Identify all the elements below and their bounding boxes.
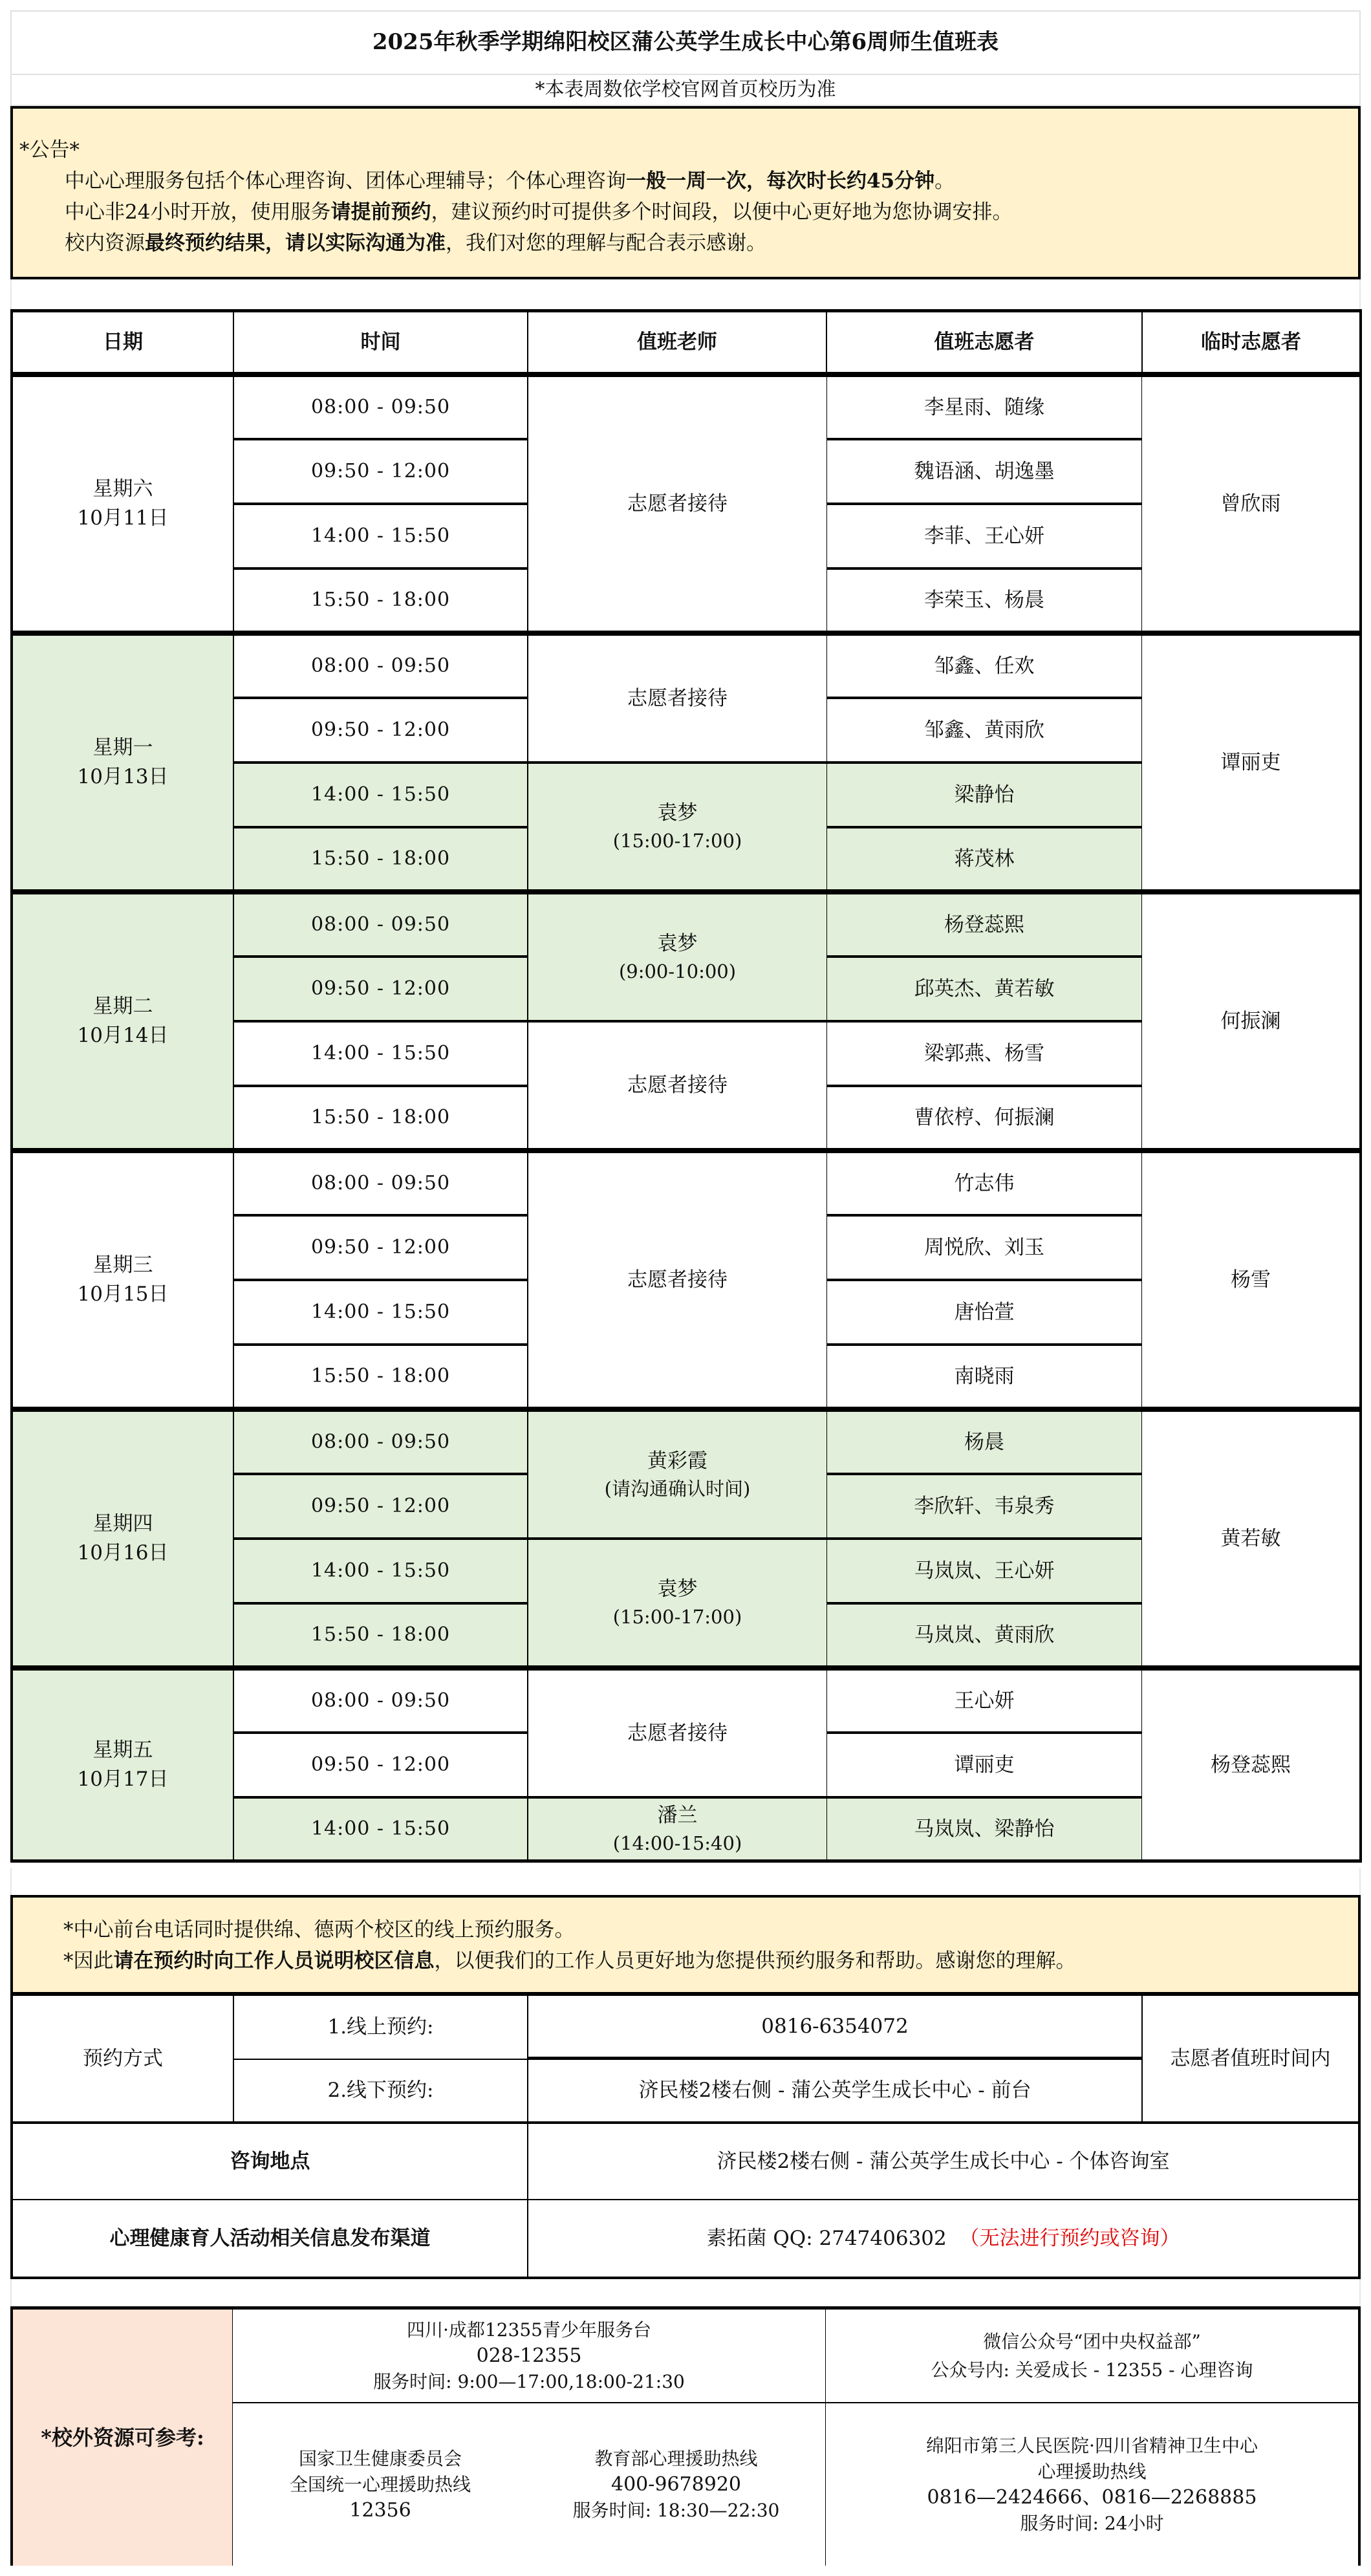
- volunteer-cell: 邱英杰、黄若敏: [826, 956, 1143, 1022]
- mianyang-hospital-hotline: [826, 2403, 1361, 2566]
- column-header-volunteer: 值班志愿者: [826, 309, 1143, 375]
- weekday-label: 星期六: [92, 477, 153, 501]
- time-slot: 09:50 - 12:00: [233, 438, 528, 504]
- temp-volunteer-cell: 谭丽吏: [1141, 633, 1362, 893]
- external-resources-label: *校外资源可参考:: [10, 2306, 234, 2566]
- volunteer-cell: 魏语涵、胡逸墨: [826, 438, 1143, 504]
- time-slot: 09:50 - 12:00: [233, 697, 528, 763]
- volunteer-cell: 李荣玉、杨晨: [826, 568, 1143, 634]
- teacher-cell: [527, 1021, 827, 1151]
- temp-volunteer-cell: 何振澜: [1141, 891, 1362, 1151]
- qq-contact[interactable]: 素拓菌 QQ: 2747406302: [706, 2226, 947, 2250]
- page-title-text: 2025年秋季学期绵阳校区蒲公英学生成长中心第6周师生值班表: [372, 29, 999, 56]
- teacher-cell: [527, 891, 827, 1022]
- wechat-account-service: [826, 2306, 1361, 2405]
- teacher-time-note: (15:00-17:00): [612, 830, 742, 852]
- column-header-date: 日期: [10, 309, 234, 375]
- time-slot: 09:50 - 12:00: [233, 1732, 528, 1798]
- volunteer-cell: 李星雨、随缘: [826, 374, 1143, 440]
- volunteer-cell: 李欣轩、韦泉秀: [826, 1473, 1143, 1539]
- moe-hotline-number[interactable]: 400-9678920: [610, 2473, 741, 2496]
- time-slot: 14:00 - 15:50: [233, 1021, 528, 1087]
- booking-notice-box: [10, 1895, 1361, 1995]
- teacher-time-note: (14:00-15:40): [612, 1832, 742, 1855]
- day-date-cell: [10, 374, 234, 634]
- spacer-row: [10, 279, 1361, 309]
- mianyang-hotline-hours: 服务时间: 24小时: [1020, 2512, 1164, 2534]
- time-slot: 14:00 - 15:50: [233, 1279, 528, 1345]
- moe-hotline-name: 教育部心理援助热线: [594, 2447, 758, 2469]
- temp-volunteer-cell: 杨雪: [1141, 1150, 1362, 1410]
- info-channel-label: 心理健康育人活动相关信息发布渠道: [10, 2199, 528, 2279]
- day-date-cell: [10, 1409, 234, 1669]
- volunteer-cell: 马岚岚、王心妍: [826, 1538, 1143, 1604]
- mianyang-hospital-name: 绵阳市第三人民医院·四川省精神卫生中心: [926, 2434, 1258, 2456]
- teacher-cell: [527, 1667, 827, 1798]
- weekday-label: 星期五: [92, 1738, 153, 1762]
- time-slot: 08:00 - 09:50: [233, 633, 528, 698]
- date-label: 10月11日: [77, 506, 169, 530]
- day-date-cell: [10, 1150, 234, 1410]
- announcement-heading: *公告*: [19, 138, 80, 162]
- announcement-box: [10, 106, 1361, 279]
- column-header-time: 时间: [233, 309, 528, 375]
- volunteer-cell: 谭丽吏: [826, 1732, 1143, 1798]
- time-slot: 15:50 - 18:00: [233, 827, 528, 893]
- teacher-cell: [527, 1538, 827, 1669]
- spacer-row: [10, 1868, 1361, 1895]
- teacher-name: 袁梦: [657, 931, 698, 955]
- time-slot: 09:50 - 12:00: [233, 1215, 528, 1281]
- offline-booking-location: 济民楼2楼右侧 - 蒲公英学生成长中心 - 前台: [527, 2059, 1143, 2124]
- teacher-name: 潘兰: [657, 1803, 698, 1827]
- nhc-hotline-number[interactable]: 12356: [349, 2498, 411, 2522]
- wechat-account-name: 微信公众号“团中央权益部”: [983, 2330, 1201, 2352]
- volunteer-cell: 南晓雨: [826, 1344, 1143, 1410]
- teacher-cell: [527, 374, 827, 634]
- spacer-row: [10, 2279, 1361, 2308]
- time-slot: 08:00 - 09:50: [233, 374, 528, 440]
- time-slot: 09:50 - 12:00: [233, 1473, 528, 1539]
- teacher-time-note: (9:00-10:00): [618, 960, 737, 983]
- temp-volunteer-cell: 杨登蕊熙: [1141, 1667, 1362, 1863]
- volunteer-cell: 李菲、王心妍: [826, 503, 1143, 569]
- day-date-cell: [10, 633, 234, 893]
- time-slot: 15:50 - 18:00: [233, 1085, 528, 1151]
- booking-time-note: 志愿者值班时间内: [1141, 1995, 1361, 2124]
- announcement-line-1: 中心心理服务包括个体心理咨询、团体心理辅导；个体心理咨询一般一周一次，每次时长约45分钟。: [65, 169, 955, 193]
- volunteer-cell: 邹鑫、黄雨欣: [826, 697, 1143, 763]
- volunteer-cell: 蒋茂林: [826, 827, 1143, 893]
- time-slot: 08:00 - 09:50: [233, 891, 528, 957]
- chengdu-12355-service: [233, 2306, 826, 2405]
- teacher-name: 袁梦: [657, 801, 698, 825]
- time-slot: 08:00 - 09:50: [233, 1409, 528, 1475]
- column-header-teacher: 值班老师: [527, 309, 827, 375]
- column-header-temp: 临时志愿者: [1141, 309, 1362, 375]
- teacher-time-note: (请沟通确认时间): [604, 1478, 751, 1500]
- volunteer-cell: 马岚岚、黄雨欣: [826, 1603, 1143, 1669]
- time-slot: 08:00 - 09:50: [233, 1667, 528, 1733]
- temp-volunteer-cell: 曾欣雨: [1141, 374, 1362, 634]
- subtitle: [10, 75, 1361, 106]
- volunteer-cell: 周悦欣、刘玉: [826, 1215, 1143, 1281]
- teacher-name: 志愿者接待: [627, 1268, 728, 1292]
- teacher-cell: [527, 1150, 827, 1410]
- time-slot: 15:50 - 18:00: [233, 1344, 528, 1410]
- booking-notice-line-1: *中心前台电话同时提供绵、德两个校区的线上预约服务。: [63, 1918, 575, 1942]
- volunteer-cell: 杨登蕊熙: [826, 891, 1143, 957]
- nhc-hotline-name: 全国统一心理援助热线: [289, 2473, 471, 2495]
- date-label: 10月17日: [77, 1768, 169, 1791]
- date-label: 10月13日: [77, 765, 169, 788]
- mianyang-hotline-name: 心理援助热线: [1037, 2460, 1147, 2482]
- chengdu-12355-phone[interactable]: 028-12355: [476, 2344, 582, 2367]
- online-booking-phone[interactable]: 0816-6354072: [527, 1995, 1143, 2060]
- consult-location-value: 济民楼2楼右侧 - 蒲公英学生成长中心 - 个体咨询室: [527, 2121, 1361, 2202]
- announcement-line-3: 校内资源最终预约结果，请以实际沟通为准，我们对您的理解与配合表示感谢。: [65, 232, 766, 255]
- nhc-hotline: [233, 2403, 528, 2566]
- teacher-name: 志愿者接待: [627, 492, 728, 515]
- nhc-name: 国家卫生健康委员会: [298, 2447, 462, 2469]
- weekday-label: 星期三: [92, 1253, 153, 1277]
- time-slot: 08:00 - 09:50: [233, 1150, 528, 1216]
- teacher-name: 志愿者接待: [627, 1073, 728, 1097]
- teacher-cell: [527, 1797, 827, 1863]
- teacher-cell: [527, 1409, 827, 1539]
- time-slot: 14:00 - 15:50: [233, 1797, 528, 1863]
- day-date-cell: [10, 891, 234, 1151]
- page-title: [10, 10, 1361, 75]
- weekday-label: 星期一: [92, 736, 153, 760]
- announcement-line-2: 中心非24小时开放，使用服务请提前预约，建议预约时可提供多个时间段，以便中心更好地为您协调安排。: [65, 200, 1013, 224]
- wechat-account-path: 公众号内: 关爱成长 - 12355 - 心理咨询: [931, 2359, 1253, 2381]
- volunteer-cell: 邹鑫、任欢: [826, 633, 1143, 698]
- date-label: 10月15日: [77, 1283, 169, 1306]
- teacher-cell: [527, 633, 827, 763]
- info-channel-value: [527, 2199, 1361, 2279]
- time-slot: 15:50 - 18:00: [233, 568, 528, 634]
- booking-method-label: 预约方式: [10, 1995, 234, 2124]
- teacher-name: 志愿者接待: [627, 1721, 728, 1745]
- weekday-label: 星期二: [92, 995, 153, 1019]
- volunteer-cell: 曹依梈、何振澜: [826, 1085, 1143, 1151]
- subtitle-text: *本表周数依学校官网首页校历为准: [535, 78, 836, 102]
- mianyang-hotline-numbers[interactable]: 0816—2424666、0816—2268885: [927, 2485, 1257, 2509]
- moe-hotline-hours: 服务时间: 18:30—22:30: [572, 2499, 780, 2521]
- time-slot: 14:00 - 15:50: [233, 762, 528, 828]
- volunteer-cell: 马岚岚、梁静怡: [826, 1797, 1143, 1863]
- teacher-name: 袁梦: [657, 1577, 698, 1601]
- time-slot: 14:00 - 15:50: [233, 1538, 528, 1604]
- date-label: 10月16日: [77, 1541, 169, 1564]
- online-booking-label: 1.线上预约:: [233, 1995, 528, 2060]
- chengdu-12355-name: 四川·成都12355青少年服务台: [407, 2319, 651, 2341]
- date-label: 10月14日: [77, 1024, 169, 1047]
- chengdu-12355-hours: 服务时间: 9:00—17:00,18:00-21:30: [373, 2370, 685, 2392]
- booking-notice-line-2: *因此请在预约时向工作人员说明校区信息，以便我们的工作人员更好地为您提供预约服务和帮助。感谢您的理解。: [63, 1949, 1076, 1973]
- warning-text: （无法进行预约或咨询）: [959, 2226, 1180, 2250]
- teacher-name: 志愿者接待: [627, 686, 728, 710]
- volunteer-cell: 梁郭燕、杨雪: [826, 1021, 1143, 1087]
- volunteer-cell: 竹志伟: [826, 1150, 1143, 1216]
- time-slot: 09:50 - 12:00: [233, 956, 528, 1022]
- time-slot: 14:00 - 15:50: [233, 503, 528, 569]
- teacher-cell: [527, 762, 827, 893]
- teacher-name: 黄彩霞: [647, 1449, 707, 1473]
- teacher-time-note: (15:00-17:00): [612, 1606, 742, 1629]
- temp-volunteer-cell: 黄若敏: [1141, 1409, 1362, 1669]
- day-date-cell: [10, 1667, 234, 1863]
- volunteer-cell: 唐怡萱: [826, 1279, 1143, 1345]
- volunteer-cell: 杨晨: [826, 1409, 1143, 1475]
- consult-location-label: 咨询地点: [10, 2121, 528, 2202]
- volunteer-cell: 王心妍: [826, 1667, 1143, 1733]
- time-slot: 15:50 - 18:00: [233, 1603, 528, 1669]
- volunteer-cell: 梁静怡: [826, 762, 1143, 828]
- weekday-label: 星期四: [92, 1512, 153, 1536]
- moe-hotline: [527, 2403, 826, 2566]
- offline-booking-label: 2.线下预约:: [233, 2059, 528, 2124]
